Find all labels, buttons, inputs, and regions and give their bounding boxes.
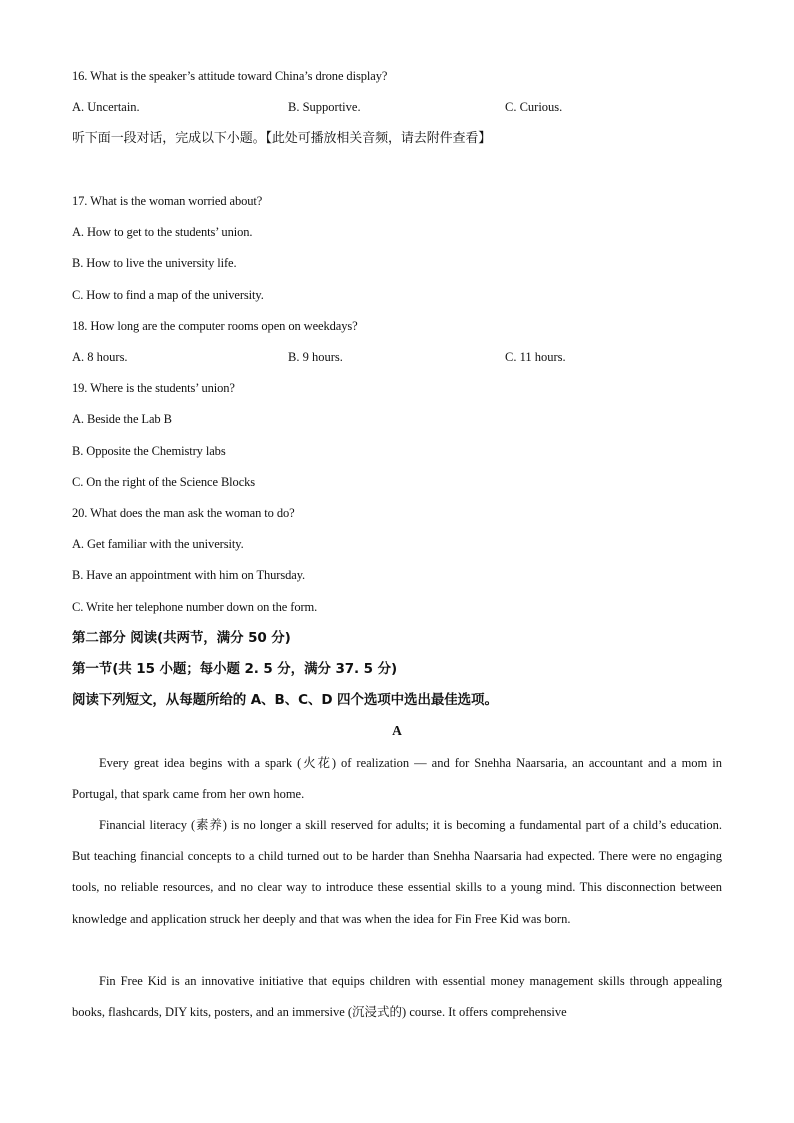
question-20-option-c: C. Write her telephone number down on the form. [72,600,318,614]
section-one-heading: 第一节(共 15 小题；每小题 2. 5 分，满分 37. 5 分) [72,661,398,677]
passage-paragraph-2 [72,810,722,935]
question-18-stem: 18. How long are the computer rooms open on weekdays? [72,319,358,333]
question-18-option-a: A. 8 hours. [72,350,128,364]
question-16-option-a: A. Uncertain. [72,100,140,114]
question-16-option-c: C. Curious. [505,100,563,114]
question-19-option-a: A. Beside the Lab B [72,412,172,426]
passage-paragraph-1-text: Every great idea begins with a spark (火花) of realization — and for Snehha Naarsaria, an accountant and a mom in Portugal, that spark came from her own home. [72,756,722,802]
question-18-option-c: C. 11 hours. [505,350,566,364]
question-16-stem: 16. What is the speaker’s attitude toward China’s drone display? [72,69,388,83]
passage-paragraph-2-text: Financial literacy (素养) is no longer a skill reserved for adults; it is becoming a fundamental part of a child’s education. But teaching financial concepts to a child turned out to be harder than Snehha Naarsaria had expected. There were no engaging tools, no reliable resources, and no clear way to introduce these essential skills to a young mind. This disconnection between knowledge and application struck her deeply and that was when the idea for Fin Free Kid was born. [72,818,722,926]
question-17-stem: 17. What is the woman worried about? [72,194,263,208]
question-18-option-b: B. 9 hours. [288,350,343,364]
question-17-option-b: B. How to live the university life. [72,256,237,270]
question-19-option-b: B. Opposite the Chemistry labs [72,444,226,458]
question-19-option-c: C. On the right of the Science Blocks [72,475,256,489]
question-17-option-c: C. How to find a map of the university. [72,288,264,302]
question-16-option-b: B. Supportive. [288,100,361,114]
question-20-option-b: B. Have an appointment with him on Thursday. [72,568,306,582]
question-20-option-a: A. Get familiar with the university. [72,537,244,551]
passage-label: A [392,723,402,738]
passage-paragraph-3-text: Fin Free Kid is an innovative initiative that equips children with essential money management skills through appealing books, flashcards, DIY kits, posters, and an immersive (沉浸式的) course. It offers comprehensive [72,974,722,1020]
question-20-stem: 20. What does the man ask the woman to do? [72,506,295,520]
question-19-stem: 19. Where is the students’ union? [72,381,235,395]
dialogue-instruction: 听下面一段对话，完成以下小题。【此处可播放相关音频，请去附件查看】 [72,131,492,146]
passage-paragraph-3 [72,966,722,1028]
reading-instruction: 阅读下列短文，从每题所给的 A、B、C、D 四个选项中选出最佳选项。 [72,692,498,708]
passage-paragraph-1 [72,748,722,810]
part-two-heading: 第二部分 阅读(共两节，满分 50 分) [72,630,291,646]
question-17-option-a: A. How to get to the students’ union. [72,225,253,239]
